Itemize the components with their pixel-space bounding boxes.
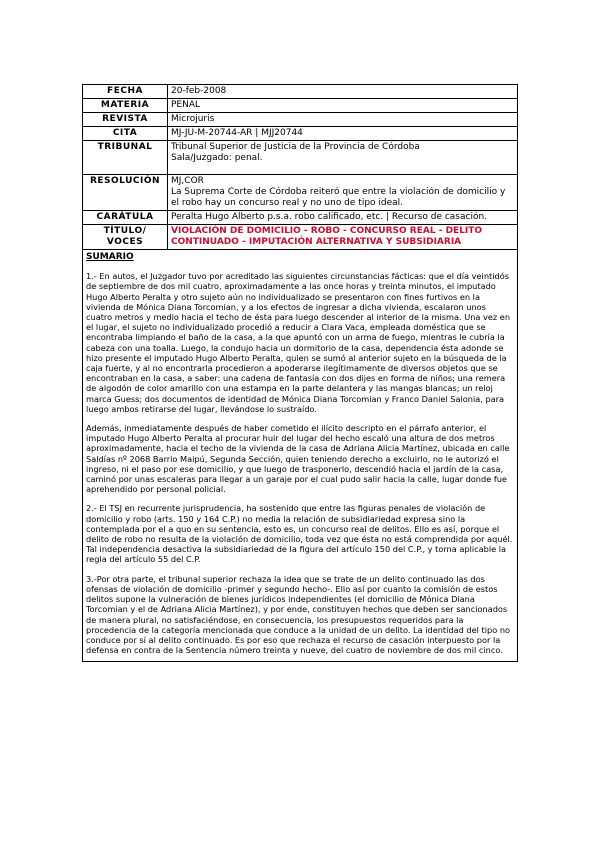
fecha-label: FECHA xyxy=(83,85,168,99)
summary-title: SUMARIO xyxy=(86,252,134,262)
summary-paragraph-3: 2.- El TSJ en recurrente jurisprudencia, ha sostenido que entre las figuras penales de violación de domicilio y robo (arts. 150 y 164 C.P.) no media la relación de subsidiariedad expresa sino la contemplada por el a quo en su sentencia, esto es, un concurso real de delitos. Ello es así, porque el delito de robo no resulta de la violación de domicilio, toda vez que ésta no está comprendida por aquél. Tal independencia desactiva la subsidiariedad de la figura del artículo 150 del C.P., y torna aplicable la regla del artículo 55 del C.P. xyxy=(86,503,513,565)
revista-value: Microjuris xyxy=(168,113,518,127)
caratula-label: CARÁTULA xyxy=(83,211,168,225)
summary-paragraph-1: 1.- En autos, el Juzgador tuvo por acreditado las siguientes circunstancias fácticas: que el día veintidós de septiembre de dos mil cuatro, aproximadamente a las once horas y treinta minutos, el imputado Hugo Alberto Peralta y otro sujeto aún no individualizado se presentaron con fines furtivos en la vivienda de Mónica Diana Torcomian, y a los efectos de ingresar a dicha vivienda, escalaron unos cuatro metros y medio hacia el techo de ésta para luego descender al interior de la misma. Una vez en el lugar, el sujeto no individualizado procedió a reducir a Clara Vaca, empleada doméstica que se encontraba limpiando el baño de la casa, a la que apuntó con un arma de fuego, mientras le cubría la cabeza con una toalla. Luego, la condujo hacia un dormitorio de la casa, dependencia ésta adonde se hizo presente el imputado Hugo Alberto Peralta, quien se sumó al anterior sujeto en la búsqueda de la caja fuerte, y al no encontrarla procedieron a apoderarse ilegítimamente de diversos objetos que se encontraban en la casa, a saber: una cadena de fantasía con dos dijes en forma de niños; una remera de algodón de color amarillo con una estampa en la parte delantera y las mangas blancas; un reloj marca Guess; dos documentos de identidad de Mónica Diana Torcomian y Franco Daniel Salonia, para luego ambos retirarse del lugar, llevándose lo sustraído. xyxy=(86,271,511,414)
row-resolucion xyxy=(83,175,518,211)
resolucion-label: RESOLUCIÓN xyxy=(83,175,168,211)
row-titulo xyxy=(83,225,518,250)
resolucion-code: MJ,COR xyxy=(171,176,204,186)
row-caratula xyxy=(83,211,518,225)
document-page xyxy=(82,84,518,662)
summary-section xyxy=(82,250,518,662)
titulo-value: VIOLACIÓN DE DOMICILIO - ROBO - CONCURSO REAL - DELITO CONTINUADO - IMPUTACIÓN ALTERNATIVA Y SUBSIDIARIA xyxy=(168,225,518,250)
materia-value: PENAL xyxy=(168,99,518,113)
revista-label: REVISTA xyxy=(83,113,168,127)
tribunal-label: TRIBUNAL xyxy=(83,141,168,175)
cita-value: MJ-JU-M-20744-AR | MJJ20744 xyxy=(168,127,518,141)
cita-label: CITA xyxy=(83,127,168,141)
row-cita xyxy=(83,127,518,141)
materia-label: MATERIA xyxy=(83,99,168,113)
summary-paragraph-2: Además, inmediatamente después de haber cometido el ilícito descripto en el párrafo anterior, el imputado Hugo Alberto Peralta al procurar huir del lugar del hecho escaló una altura de dos metros aproximadamente, hacia el techo de la vivienda de la casa de Adriana Alicia Martínez, ubicada en calle Saldías nº 2068 Barrio Maipú, Segunda Sección, quien teniendo derecho a excluirlo, no le autorizó el ingreso, ni el paso por ese domicilio, y que luego de trasponerlo, descendió hacia el jardín de la casa, caminó por unas escaleras para llegar a un garaje por el cual pudo salir hacia la calle, lugar donde fue aprehendido por personal policial. xyxy=(86,423,510,495)
summary-paragraph-4: 3.-Por otra parte, el tribunal superior rechaza la idea que se trate de un delito continuado las dos ofensas de violación de domicilio -primer y segundo hecho-. Ello así por cuanto la comisión de estos delitos supone la vulneración de bienes jurídicos independientes (el domicilio de Mónica Diana Torcomian y el de Adriana Alicia Martínez), y por ende, constituyen hechos que deben ser sancionados de manera plural, no satisfaciéndose, en consecuencia, los presupuestos requeridos para la procedencia de la categoría mencionada que conduce a la unidad de un delito. La identidad del tipo no conduce por sí al delito continuado. Es por eso que rechaza el recurso de casación interpuesto por la defensa en contra de la Sentencia número treinta y nueve, del cuatro de noviembre de dos mil cinco. xyxy=(86,573,511,656)
row-revista xyxy=(83,113,518,127)
caratula-value: Peralta Hugo Alberto p.s.a. robo calificado, etc. | Recurso de casación. xyxy=(168,211,518,225)
titulo-label: TÍTULO/ VOCES xyxy=(83,225,168,250)
row-fecha xyxy=(83,85,518,99)
fecha-value: 20-feb-2008 xyxy=(168,85,518,99)
metadata-table xyxy=(82,84,518,250)
tribunal-name: Tribunal Superior de Justicia de la Provincia de Córdoba xyxy=(171,142,420,152)
tribunal-value xyxy=(168,141,518,175)
row-materia xyxy=(83,99,518,113)
resolucion-value xyxy=(168,175,518,211)
row-tribunal xyxy=(83,141,518,175)
tribunal-sala: Sala/Juzgado: penal. xyxy=(171,153,263,163)
resolucion-text: La Suprema Corte de Córdoba reiteró que entre la violación de domicilio y el robo hay un concurso real y no uno de tipo ideal. xyxy=(171,187,506,208)
